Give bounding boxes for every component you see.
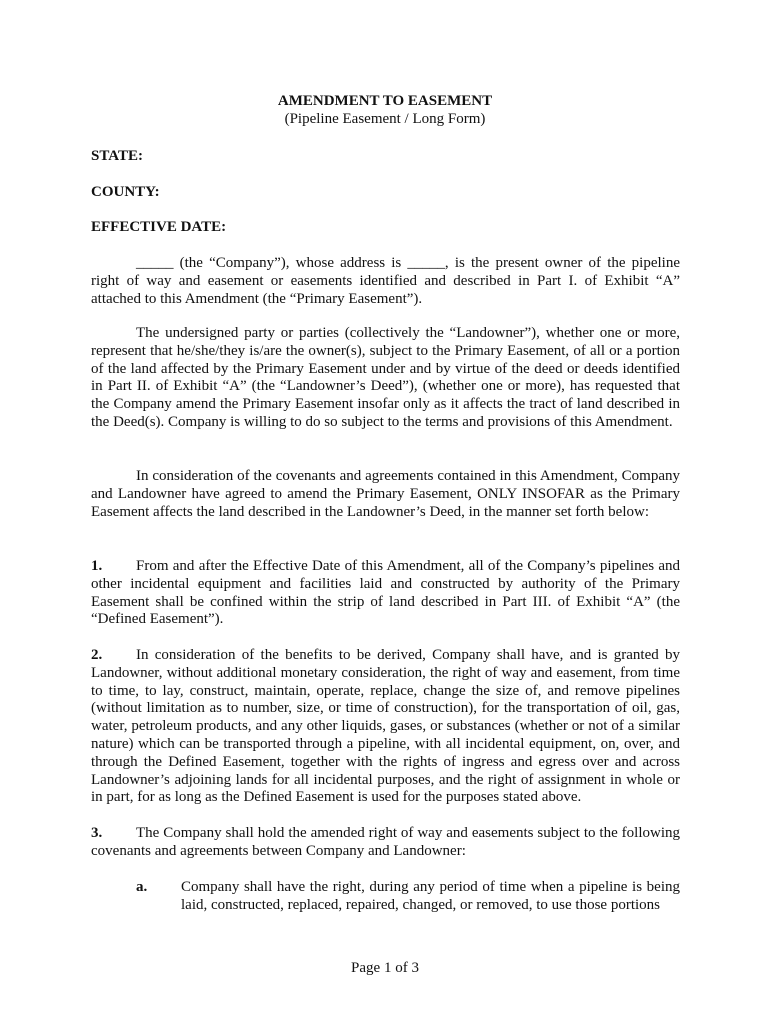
section-number: 1. bbox=[91, 558, 103, 574]
county-label: COUNTY: bbox=[91, 184, 160, 200]
intro-paragraph: _____ (the “Company”), whose address is _____, is the present owner of the pipeline right of way and easement or easements identified and described in Part I. of Exhibit “A” attached to this Amendment (the “Primary Easement”). bbox=[91, 255, 680, 307]
subsection-a bbox=[136, 879, 680, 915]
document-title: AMENDMENT TO EASEMENT bbox=[277, 93, 493, 109]
section-1 bbox=[91, 558, 680, 629]
section-3 bbox=[91, 825, 680, 861]
section-number: 3. bbox=[91, 825, 103, 841]
section-text: From and after the Effective Date of this Amendment, all of the Company’s pipelines and other incidental equipment and facilities laid and constructed by authority of the Primary Easement shall be confined within the strip of land described in Part III. of Exhibit “A” (the “Defined Easement”). bbox=[91, 558, 680, 628]
effective-date-label: EFFECTIVE DATE: bbox=[91, 219, 227, 235]
section-text: In consideration of the benefits to be derived, Company shall have, and is granted by Landowner, without additional monetary consideration, the right of way and easement, from time to time, to lay, construct, maintain, operate, replace, change the size of, and remove pipelines (without limitation as to number, size, or time of construction), for the transportation of oil, gas, water, petroleum products, and any other liquids, gases, or substances (whether or not of a similar nature) which can be transported through a pipeline, with all incidental equipment, on, over, and through the Defined Easement, together with the rights of ingress and egress over and across Landowner’s adjoining lands for all incidental purposes, and the right of assignment in whole or in part, for as long as the Defined Easement is used for the purposes stated above. bbox=[91, 647, 680, 806]
landowner-paragraph: The undersigned party or parties (collectively the “Landowner”), whether one or more, represent that he/she/they is/are the owner(s), subject to the Primary Easement, of all or a portion of the land affected by the Primary Easement under and by virtue of the deed or deeds identified in Part II. of Exhibit “A” (the “Landowner’s Deed”), (whether one or more), has requested that the Company amend the Primary Easement insofar only as it affects the tract of land described in the Deed(s). Company is willing to do so subject to the terms and provisions of this Amendment. bbox=[91, 325, 680, 430]
subsection-letter: a. bbox=[136, 879, 148, 895]
section-2 bbox=[91, 647, 680, 807]
subsection-text: Company shall have the right, during any period of time when a pipeline is being laid, constructed, replaced, repaired, changed, or removed, to use those portions bbox=[181, 879, 680, 913]
consideration-paragraph: In consideration of the covenants and agreements contained in this Amendment, Company and Landowner have agreed to amend the Primary Easement, ONLY INSOFAR as the Primary Easement affects the land described in the Landowner’s Deed, in the manner set forth below: bbox=[91, 468, 680, 520]
document-subtitle: (Pipeline Easement / Long Form) bbox=[284, 111, 486, 127]
section-text: The Company shall hold the amended right of way and easements subject to the following covenants and agreements between Company and Landowner: bbox=[91, 825, 680, 859]
page-footer: Page 1 of 3 bbox=[351, 960, 419, 976]
section-number: 2. bbox=[91, 647, 103, 663]
state-label: STATE: bbox=[91, 148, 143, 164]
